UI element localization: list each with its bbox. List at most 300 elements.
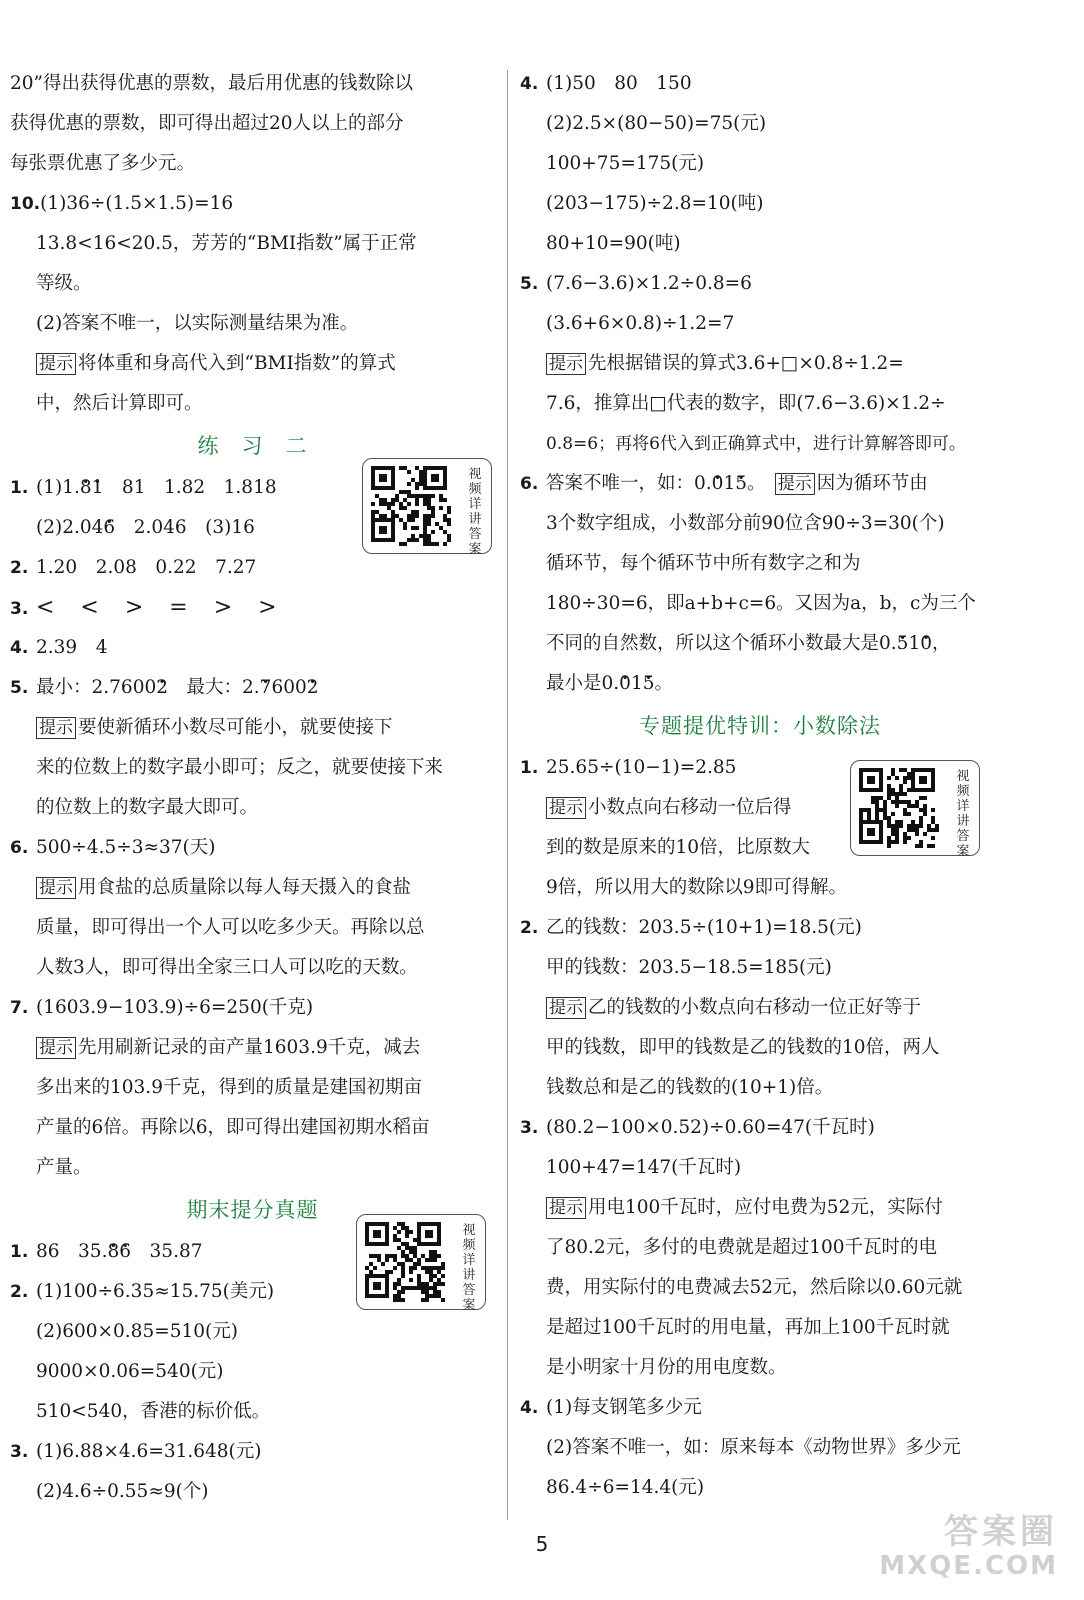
qr-module: [415, 486, 419, 490]
qr-module: [399, 490, 403, 494]
text-line: 7.6，推算出□代表的数字，即(7.6−3.6)×1.2÷: [546, 393, 946, 414]
qr-module: [393, 1282, 397, 1286]
hint-label: 提示: [36, 877, 76, 899]
qr-module: [427, 522, 431, 526]
qr-module: [919, 796, 923, 800]
hint-label: 提示: [36, 1037, 76, 1059]
qr-module: [899, 800, 903, 804]
qr-finder-core: [867, 828, 875, 836]
qr-module: [447, 510, 451, 514]
qr-module: [883, 816, 887, 820]
qr-module: [875, 812, 879, 816]
qr-module: [875, 800, 879, 804]
qr-module: [433, 1290, 437, 1294]
qr-finder-core: [373, 1282, 381, 1290]
answer-text: 2.39 4: [36, 637, 108, 658]
qr-module: [411, 514, 415, 518]
qr-module: [891, 772, 895, 776]
text-line: (2)4.6÷0.55≈9(个): [36, 1481, 209, 1502]
qr-module: [425, 1290, 429, 1294]
answer-text: 最大：2.: [168, 677, 260, 698]
qr-module: [935, 824, 939, 828]
question-5: [10, 668, 495, 708]
qr-module: [433, 1282, 437, 1286]
qr-module: [907, 828, 911, 832]
qr-module: [421, 1266, 425, 1270]
qr-module: [923, 804, 927, 808]
question-number: 6.: [10, 838, 29, 858]
text-line: (203−175)÷2.8=10(吨): [546, 193, 764, 214]
qr-module: [375, 494, 379, 498]
qr-module: [903, 792, 907, 796]
qr-module: [407, 494, 411, 498]
page-number: 5: [535, 1532, 549, 1556]
text-line: 了80.2元，多付的电费就是超过100千瓦时的电: [546, 1237, 938, 1258]
qr-module: [879, 796, 883, 800]
question-number: 3.: [10, 599, 29, 619]
qr-module: [409, 1270, 413, 1274]
qr-module: [903, 768, 907, 772]
section-heading-final-exam: 期末提分真题: [186, 1198, 319, 1222]
answer-text: 1: [630, 673, 643, 694]
qr-module: [429, 1294, 433, 1298]
qr-module: [389, 1270, 393, 1274]
qr-module: [919, 824, 923, 828]
text-line: [520, 624, 1000, 664]
qr-module: [423, 498, 427, 502]
hint-text: 要使新循环小数尽可能小，就要使接下: [78, 717, 393, 738]
qr-module: [923, 808, 927, 812]
text-line: 循环节，每个循环节中所有数字之和为: [546, 553, 861, 574]
qr-module: [867, 812, 871, 816]
qr-module: [919, 820, 923, 824]
qr-module: [431, 506, 435, 510]
qr-module: [423, 534, 427, 538]
qr-module: [421, 1298, 425, 1302]
text-line: 100+47=147(千瓦时): [546, 1157, 742, 1178]
qr-module: [399, 542, 403, 546]
qr-finder-core: [379, 526, 387, 534]
qr-module: [883, 808, 887, 812]
watermark-logo: [858, 1512, 1058, 1580]
qr-module: [891, 768, 895, 772]
qr-module: [441, 1282, 445, 1286]
qr-module: [413, 1266, 417, 1270]
answer-text: 600: [271, 677, 307, 698]
qr-module: [371, 510, 375, 514]
qr-module: [895, 820, 899, 824]
question-3: [10, 1432, 495, 1472]
qr-module: [875, 796, 879, 800]
question-4: [520, 1388, 1000, 1428]
qr-module: [871, 800, 875, 804]
repeating-digit: · 5: [735, 473, 747, 494]
qr-module: [915, 804, 919, 808]
text-line: 13.8<16<20.5，芳芳的“BMI指数”属于正常: [36, 233, 417, 254]
column-divider: [507, 70, 508, 1520]
qr-module: [931, 836, 935, 840]
qr-module: [931, 844, 935, 848]
repeating-digit: · 6: [119, 1241, 131, 1262]
qr-module: [435, 522, 439, 526]
qr-module: [397, 1246, 401, 1250]
answer-text: 最小是0.: [546, 673, 620, 694]
text-line: 中，然后计算即可。: [36, 393, 203, 414]
question-3: [10, 588, 495, 628]
qr-module: [919, 844, 923, 848]
question-number: 3.: [10, 1442, 29, 1462]
qr-module: [427, 502, 431, 506]
qr-module: [437, 1278, 441, 1282]
qr-label: 视频详讲答案: [462, 1223, 476, 1313]
qr-module: [399, 506, 403, 510]
qr-module: [419, 470, 423, 474]
qr-module: [439, 506, 443, 510]
qr-module: [387, 502, 391, 506]
text-line: 是小明家十月份的用电度数。: [546, 1357, 787, 1378]
hint-text: 先根据错误的算式3.6+□×0.8÷1.2=: [588, 353, 904, 374]
qr-module: [437, 1282, 441, 1286]
qr-module: [395, 514, 399, 518]
hint-label: 提示: [36, 353, 76, 375]
qr-module: [411, 534, 415, 538]
question-number: 1.: [10, 478, 29, 498]
qr-module: [409, 1230, 413, 1234]
qr-module: [393, 1294, 397, 1298]
qr-module: [903, 776, 907, 780]
text-line: 到的数是原来的10倍，比原数大: [546, 837, 811, 858]
repeating-digit: · 0: [920, 633, 932, 654]
hint-label: 提示: [546, 997, 586, 1019]
qr-module: [423, 518, 427, 522]
qr-module: [387, 506, 391, 510]
text-line: 100+75=175(元): [546, 153, 705, 174]
qr-module: [415, 502, 419, 506]
qr-module: [393, 1234, 397, 1238]
qr-label: 视频详讲答案: [468, 467, 482, 557]
qr-module: [417, 1278, 421, 1282]
qr-module: [899, 784, 903, 788]
answer-text: 2.046 (3)16: [115, 517, 255, 538]
qr-module: [411, 494, 415, 498]
qr-code-icon: [363, 1221, 453, 1303]
qr-module: [391, 510, 395, 514]
text-line: 等级。: [36, 273, 92, 294]
text-line: 多出来的103.9千克，得到的质量是建国初期亩: [36, 1077, 422, 1098]
qr-module: [437, 1270, 441, 1274]
qr-module: [415, 498, 419, 502]
answer-text: 86 35.: [36, 1241, 108, 1262]
question-number: 1.: [10, 1242, 29, 1262]
qr-module: [931, 820, 935, 824]
question-6: [10, 828, 495, 868]
qr-module: [405, 1242, 409, 1246]
qr-module: [859, 808, 863, 812]
qr-module: [433, 1254, 437, 1258]
qr-module: [427, 534, 431, 538]
qr-module: [427, 542, 431, 546]
text-line: 每张票优惠了多少元。: [10, 153, 196, 174]
qr-module: [401, 1298, 405, 1302]
qr-module: [373, 1266, 377, 1270]
repeating-digit: · 5: [643, 673, 655, 694]
qr-module: [385, 1254, 389, 1258]
qr-module: [427, 518, 431, 522]
qr-module: [427, 498, 431, 502]
text-line: 产量的6倍。再除以6，即可得出建国初期水稻亩: [36, 1117, 430, 1138]
qr-module: [447, 506, 451, 510]
qr-module: [421, 1290, 425, 1294]
qr-module: [903, 800, 907, 804]
qr-module: [409, 1246, 413, 1250]
question-number: 2.: [10, 1282, 29, 1302]
answer-text: (1)36÷(1.5×1.5)=16: [40, 193, 234, 214]
qr-module: [875, 816, 879, 820]
qr-finder-core: [919, 776, 927, 784]
qr-module: [405, 1230, 409, 1234]
qr-module: [883, 812, 887, 816]
qr-module: [393, 1226, 397, 1230]
qr-module: [413, 1238, 417, 1242]
qr-module: [935, 828, 939, 832]
qr-module: [419, 478, 423, 482]
text-line: 80+10=90(吨): [546, 233, 681, 254]
hint-text: 用电100千瓦时，应付电费为52元，实际付: [588, 1197, 943, 1218]
qr-module: [891, 824, 895, 828]
qr-module: [415, 482, 419, 486]
qr-module: [383, 514, 387, 518]
qr-module: [895, 824, 899, 828]
qr-code-video[interactable]: [850, 760, 980, 859]
hint-line: [10, 868, 495, 908]
answer-text: < < > = > >: [36, 595, 279, 620]
qr-finder-core: [431, 474, 439, 482]
qr-module: [411, 510, 415, 514]
answer-text: 81 1.82 1.818: [103, 477, 277, 498]
qr-module: [875, 808, 879, 812]
qr-module: [425, 1294, 429, 1298]
qr-module: [377, 1254, 381, 1258]
qr-module: [887, 824, 891, 828]
qr-module: [903, 780, 907, 784]
qr-module: [405, 1226, 409, 1230]
qr-module: [377, 1258, 381, 1262]
qr-code-icon: [857, 767, 947, 849]
question-10: [10, 184, 495, 224]
qr-module: [415, 466, 419, 470]
qr-module: [413, 1246, 417, 1250]
qr-code-video[interactable]: [356, 1214, 486, 1313]
question-2: [520, 908, 1000, 948]
qr-module: [405, 1254, 409, 1258]
qr-module: [383, 502, 387, 506]
qr-module: [887, 836, 891, 840]
qr-module: [895, 836, 899, 840]
qr-module: [895, 792, 899, 796]
qr-module: [911, 828, 915, 832]
qr-module: [911, 804, 915, 808]
question-5: [520, 264, 1000, 304]
qr-module: [415, 526, 419, 530]
hint-label: 提示: [546, 797, 586, 819]
qr-module: [891, 812, 895, 816]
repeating-digit: · 8: [107, 1241, 119, 1262]
qr-module: [895, 828, 899, 832]
qr-module: [429, 1266, 433, 1270]
question-number: 2.: [10, 558, 29, 578]
qr-module: [405, 1246, 409, 1250]
qr-module: [907, 812, 911, 816]
qr-module: [419, 474, 423, 478]
qr-finder-core: [425, 1230, 433, 1238]
qr-module: [435, 542, 439, 546]
qr-module: [427, 494, 431, 498]
text-line: 86.4÷6=14.4(元): [546, 1477, 705, 1498]
qr-module: [879, 808, 883, 812]
qr-module: [443, 530, 447, 534]
qr-module: [407, 538, 411, 542]
qr-module: [393, 1254, 397, 1258]
qr-module: [433, 1266, 437, 1270]
text-line: 来的位数上的数字最小即可；反之，就要使接下来: [36, 757, 444, 778]
hint-text: 先用刷新记录的亩产量1603.9千克，减去: [78, 1037, 421, 1058]
qr-module: [441, 1266, 445, 1270]
qr-module: [381, 1262, 385, 1266]
qr-module: [407, 514, 411, 518]
qr-module: [423, 542, 427, 546]
repeating-digit: · 0: [619, 673, 631, 694]
qr-module: [417, 1258, 421, 1262]
answer-text: 1: [908, 633, 921, 654]
question-number: 1.: [520, 758, 539, 778]
qr-module: [379, 514, 383, 518]
qr-module: [887, 844, 891, 848]
qr-module: [405, 1258, 409, 1262]
qr-module: [397, 1298, 401, 1302]
qr-module: [907, 788, 911, 792]
hint-line: [10, 344, 495, 384]
qr-module: [441, 1298, 445, 1302]
qr-module: [923, 832, 927, 836]
qr-module: [437, 1290, 441, 1294]
qr-module: [439, 494, 443, 498]
qr-module: [431, 510, 435, 514]
qr-module: [401, 1270, 405, 1274]
qr-module: [373, 1254, 377, 1258]
qr-module: [397, 1294, 401, 1298]
qr-module: [401, 1290, 405, 1294]
qr-module: [393, 1238, 397, 1242]
hint-text: 乙的钱数的小数点向右移动一位正好等于: [588, 997, 922, 1018]
watermark-url: MXQE.COM: [879, 1551, 1058, 1581]
qr-module: [411, 526, 415, 530]
qr-module: [391, 498, 395, 502]
qr-module: [427, 506, 431, 510]
qr-module: [915, 832, 919, 836]
text-line: [520, 664, 1000, 704]
qr-module: [427, 514, 431, 518]
qr-module: [423, 526, 427, 530]
qr-module: [895, 840, 899, 844]
qr-module: [891, 840, 895, 844]
qr-module: [419, 534, 423, 538]
qr-module: [437, 1294, 441, 1298]
qr-module: [887, 792, 891, 796]
qr-module: [903, 840, 907, 844]
repeating-digit: · 2: [307, 677, 319, 698]
section-heading-practice-two: 练 习 二: [197, 434, 308, 458]
repeating-digit: · 0: [712, 473, 724, 494]
qr-module: [443, 542, 447, 546]
qr-code-video[interactable]: [362, 458, 492, 557]
text-line: (2)600×0.85=510(元): [36, 1321, 238, 1342]
qr-module: [399, 518, 403, 522]
question-number: 4.: [520, 74, 539, 94]
qr-module: [433, 1294, 437, 1298]
text-line: 510<540，香港的标价低。: [36, 1401, 271, 1422]
text-line: 是超过100千瓦时的用电量，再加上100千瓦时就: [546, 1317, 950, 1338]
qr-module: [421, 1282, 425, 1286]
hint-label: 提示: [775, 473, 815, 495]
qr-module: [931, 828, 935, 832]
qr-module: [391, 502, 395, 506]
qr-module: [919, 840, 923, 844]
text-line: 费，用实际付的电费减去52元，然后除以0.60元就: [546, 1277, 963, 1298]
qr-module: [415, 494, 419, 498]
qr-module: [369, 1270, 373, 1274]
qr-module: [403, 526, 407, 530]
qr-module: [403, 506, 407, 510]
qr-module: [419, 482, 423, 486]
qr-module: [409, 1258, 413, 1262]
qr-module: [433, 1250, 437, 1254]
question-number: 5.: [520, 274, 539, 294]
qr-module: [899, 768, 903, 772]
qr-module: [405, 1286, 409, 1290]
answer-text: ，: [932, 633, 951, 654]
qr-code-icon: [369, 465, 459, 547]
qr-module: [407, 470, 411, 474]
qr-module: [915, 828, 919, 832]
answer-text: (2)2.04: [36, 517, 104, 538]
repeating-digit: · 2: [156, 677, 168, 698]
answer-text: 乙的钱数：203.5÷(10+1)=18.5(元): [546, 917, 862, 938]
qr-module: [887, 788, 891, 792]
qr-module: [379, 502, 383, 506]
qr-finder-core: [867, 776, 875, 784]
qr-module: [887, 816, 891, 820]
qr-module: [431, 542, 435, 546]
qr-module: [403, 522, 407, 526]
qr-module: [907, 772, 911, 776]
qr-module: [429, 1286, 433, 1290]
repeating-digit: · 5: [897, 633, 909, 654]
qr-module: [875, 804, 879, 808]
text-line: 甲的钱数：203.5−18.5=185(元): [546, 957, 832, 978]
qr-module: [447, 518, 451, 522]
question-number: 5.: [10, 678, 29, 698]
qr-module: [417, 1274, 421, 1278]
qr-module: [397, 1238, 401, 1242]
qr-module: [393, 1258, 397, 1262]
qr-module: [369, 1262, 373, 1266]
qr-module: [379, 498, 383, 502]
qr-module: [911, 824, 915, 828]
question-2: [10, 548, 495, 588]
qr-module: [427, 538, 431, 542]
answer-text: 500÷4.5÷3≈37(天): [36, 837, 216, 858]
qr-module: [425, 1282, 429, 1286]
